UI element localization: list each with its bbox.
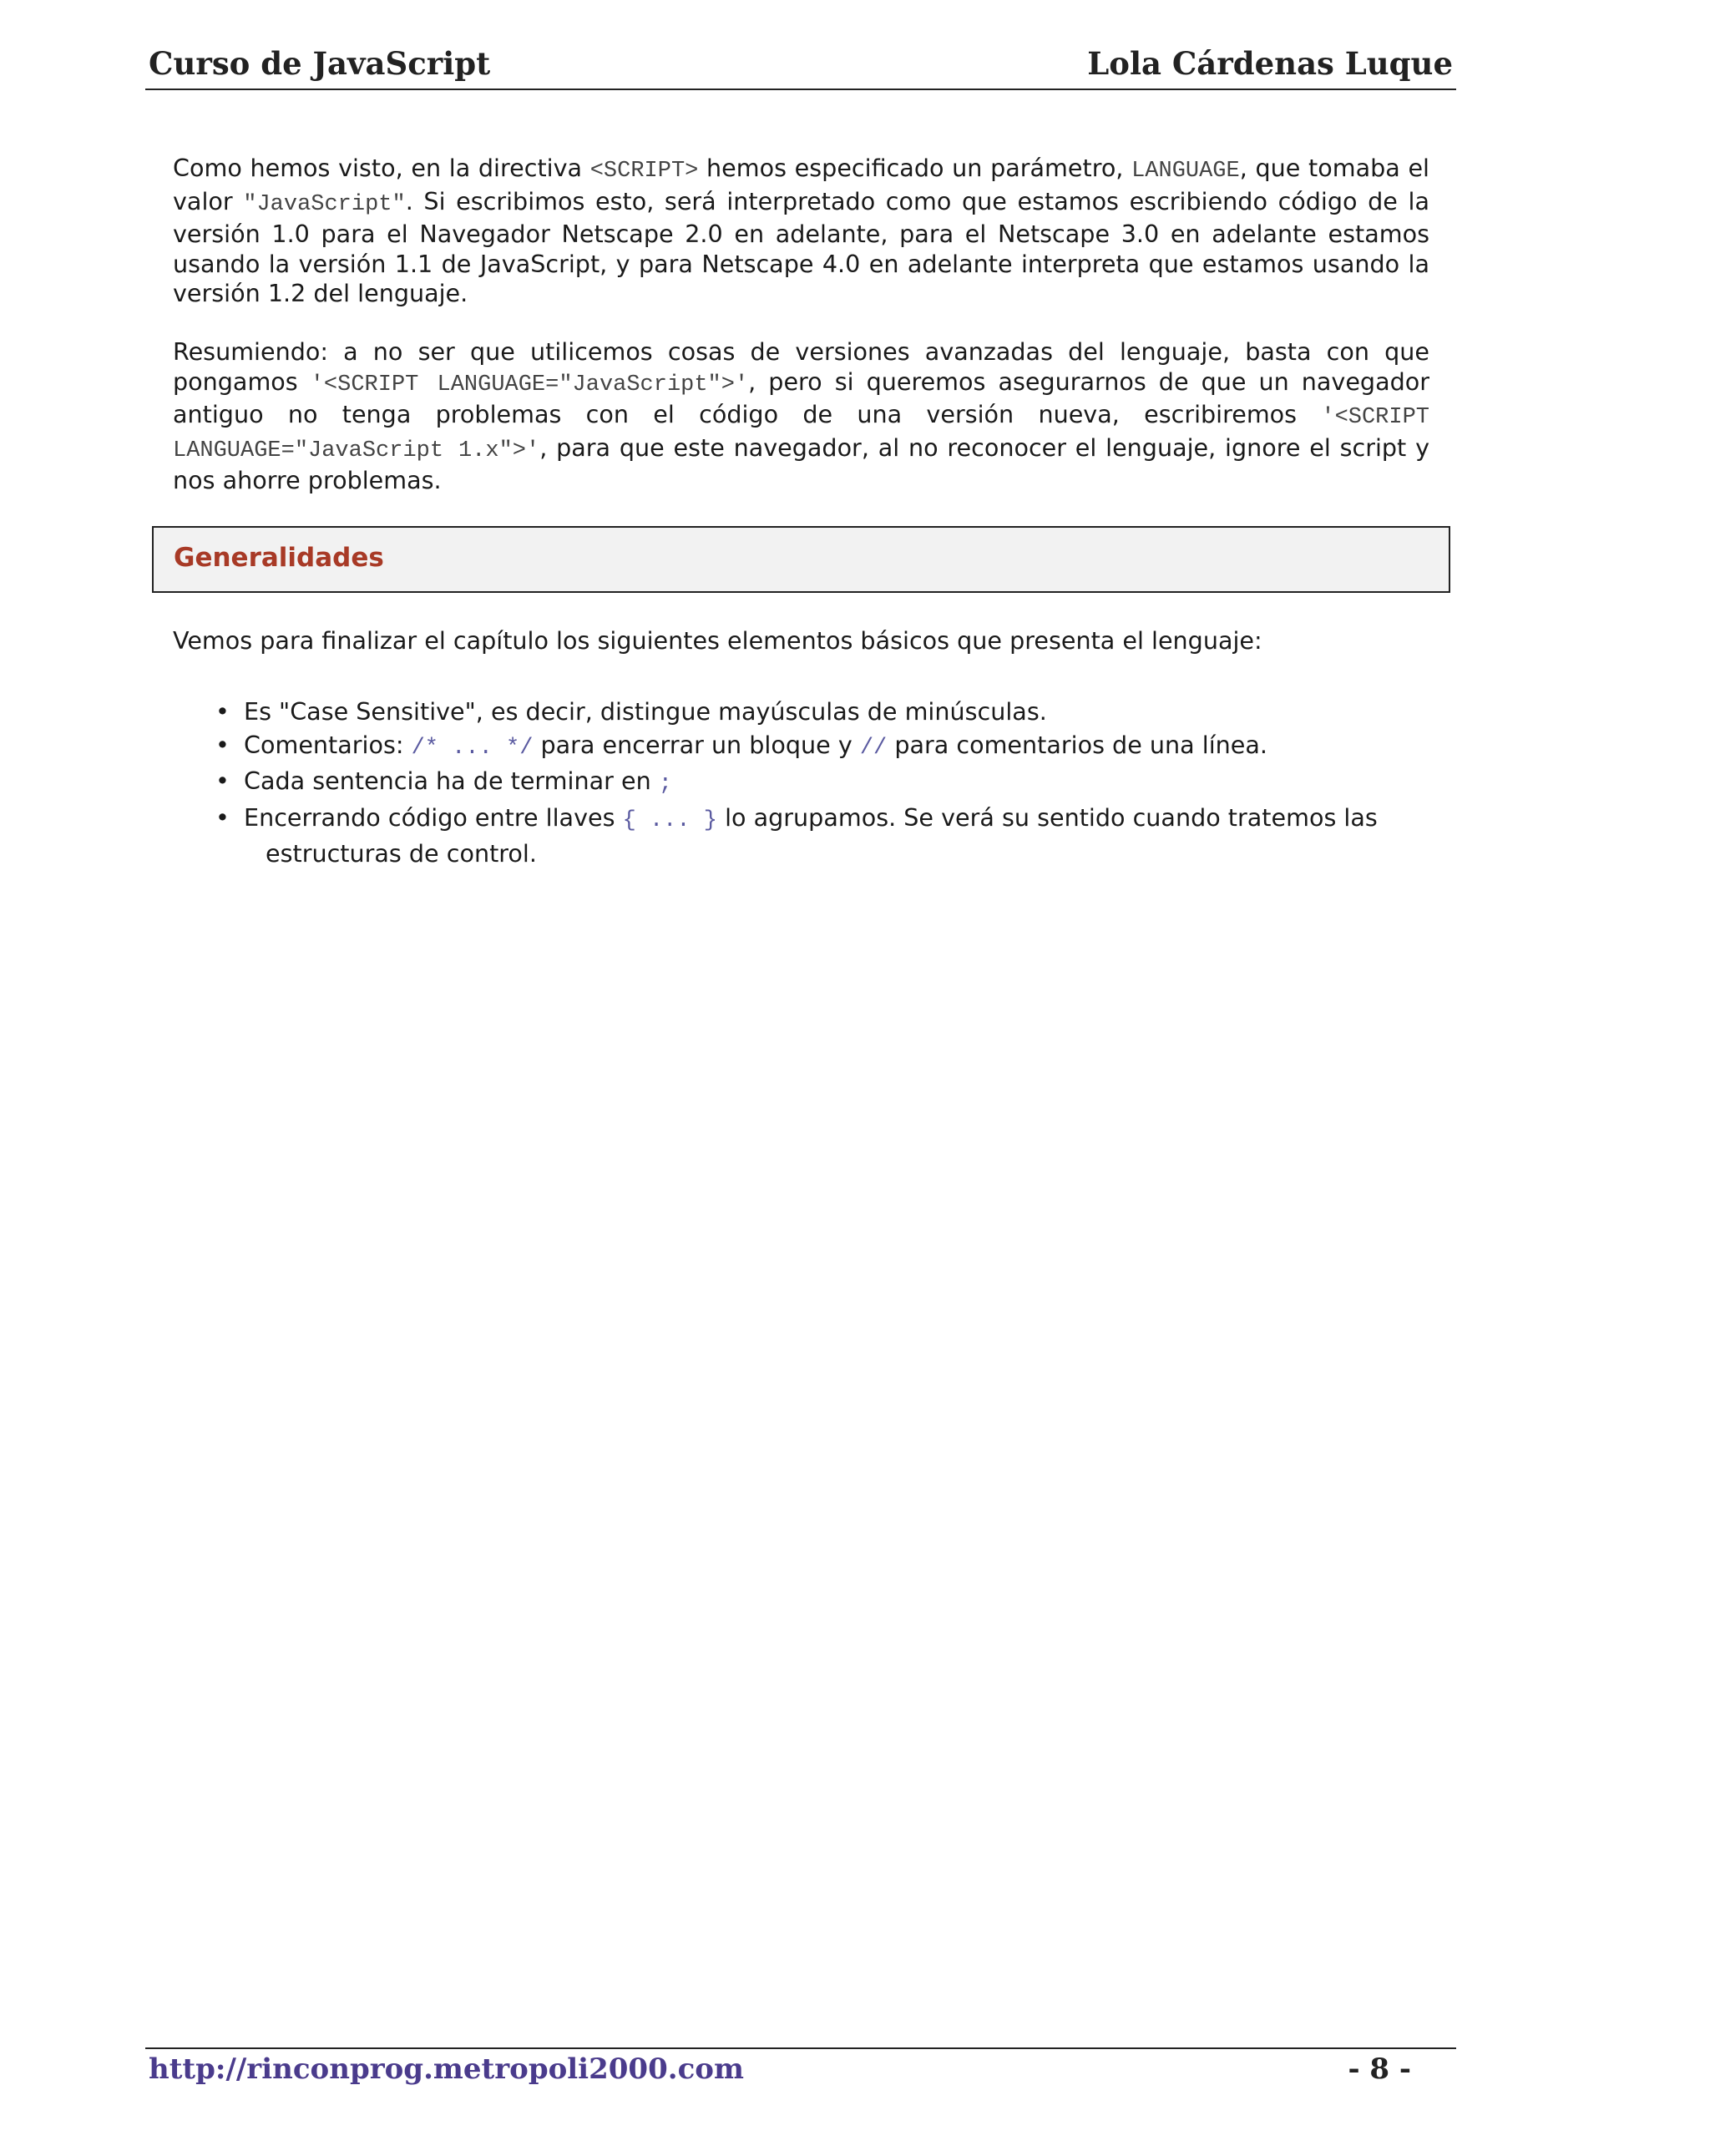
text: Como hemos visto, en la directiva xyxy=(173,154,590,182)
list-item xyxy=(215,802,1429,871)
page-number: - 8 - xyxy=(1348,2052,1411,2086)
footer-url-link[interactable]: http://rinconprog.metropoli2000.com xyxy=(149,2052,744,2086)
paragraph-intro-basics xyxy=(173,626,1429,656)
text: . Si escribimos esto, será interpretado como que estamos escribiendo código de la versión 1.0 para el Navegador Netscape 2.0 en adelante, para el Netscape 3.0 en adelante estamos usando la versión 1.1 de JavaScript, y para Netscape 4.0 en adelante interpreta que estamos usando la versión 1.2 del lenguaje. xyxy=(173,186,1429,307)
text: lo agrupamos. Se verá su sentido cuando tratemos las xyxy=(717,802,1378,832)
text: Encerrando código entre llaves xyxy=(244,802,623,832)
bullet-icon: • xyxy=(215,767,230,795)
code-inline: LANGUAGE xyxy=(1131,159,1240,184)
text: , pero si queremos asegurarnos de que un navegador antiguo no tenga problemas con el código de una versión nueva, escribiremos xyxy=(173,367,1430,428)
section-title: Generalidades xyxy=(174,543,384,573)
list-item xyxy=(215,696,1429,729)
code-inline: // xyxy=(859,735,888,761)
text: estructuras de control. xyxy=(266,839,537,868)
bullet-icon: • xyxy=(215,730,230,759)
text: Es "Case Sensitive", es decir, distingue mayúsculas de minúsculas. xyxy=(244,697,1047,726)
text: , para que este navegador, al no reconocer el lenguaje, ignore el script y nos ahorre problemas. xyxy=(173,433,1429,494)
text: Resumiendo: a no ser que utilicemos cosas de versiones avanzadas del lenguaje, basta con que pongamos xyxy=(173,337,1429,396)
text: hemos especificado un parámetro, xyxy=(698,154,1132,182)
paragraph-script-directive xyxy=(173,154,1429,309)
code-inline: '<SCRIPT LANGUAGE="JavaScript">' xyxy=(310,372,749,397)
text: Cada sentencia ha de terminar en xyxy=(244,767,659,795)
text: Comentarios: xyxy=(244,730,412,759)
code-inline: <SCRIPT> xyxy=(589,159,699,184)
header-course-title: Curso de JavaScript xyxy=(149,45,491,82)
text: Vemos para finalizar el capítulo los siguientes elementos básicos que presenta el lenguaje: xyxy=(173,626,1262,655)
header-author: Lola Cárdenas Luque xyxy=(1087,45,1453,82)
basics-list xyxy=(215,696,1429,871)
list-item xyxy=(215,729,1429,766)
page-header xyxy=(145,40,1456,90)
text: para encerrar un bloque y xyxy=(533,730,860,759)
paragraph-summary xyxy=(173,337,1429,496)
code-inline: { ... } xyxy=(622,807,717,833)
footer-divider xyxy=(145,2047,1456,2049)
code-inline: '<SCRIPT LANGUAGE="JavaScript 1.x">' xyxy=(173,405,1429,463)
bullet-icon: • xyxy=(215,697,230,726)
section-heading-box xyxy=(152,526,1450,593)
bullet-icon: • xyxy=(215,802,230,832)
text: para comentarios de una línea. xyxy=(887,730,1267,759)
code-inline: /* ... */ xyxy=(411,735,534,761)
code-inline: "JavaScript" xyxy=(243,191,406,217)
text: , que tomaba el valor xyxy=(173,154,1430,215)
code-inline: ; xyxy=(658,772,672,797)
list-item xyxy=(215,765,1429,802)
